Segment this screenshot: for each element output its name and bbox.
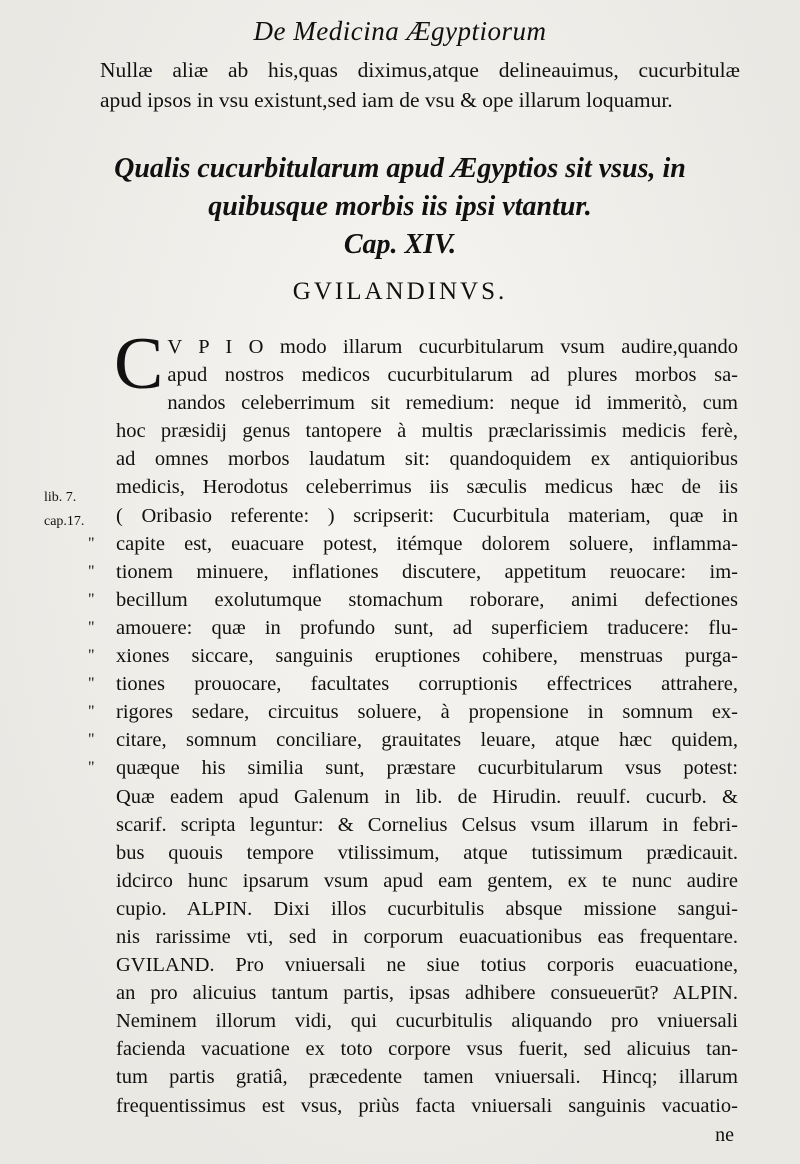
text-line-content: ad omnes morbos laudatum sit: quandoquidem ex antiquioribus (116, 448, 738, 471)
text-line-content: tiones prouocare, facultates corruptionis effectrices attrahere, (116, 673, 738, 696)
text-line-content: capite est, euacuare potest, itémque dolorem soluere, inflamma- (116, 532, 738, 555)
text-line-content: Neminem illorum vidi, qui cucurbitulis aliquando pro vniuersali (116, 1010, 738, 1033)
quotation-mark: " (88, 731, 95, 749)
text-line (88, 754, 738, 782)
drop-cap: C (114, 323, 164, 405)
text-line (116, 811, 738, 839)
margin-note: cap.17. (44, 514, 85, 529)
text-line-content: cupio. ALPIN. Dixi illos cucurbitulis absque missione sangui- (116, 897, 738, 920)
text-line (167, 361, 738, 389)
text-line (116, 502, 738, 530)
text-line-content: citare, somnum conciliare, grauitates leuare, atque hæc quidem, (116, 729, 738, 752)
text-line-content: GVILAND. Pro vniuersali ne siue totius corporis euacuatione, (116, 954, 738, 977)
text-line (88, 642, 738, 670)
quotation-mark: " (88, 590, 95, 608)
text-line-content: facienda vacuatione ex toto corpore vsus fuerit, sed alicuius tan- (116, 1038, 738, 1061)
text-line-content: hoc præsidij genus tantopere à multis præclarissimis medicis ferè, (116, 420, 738, 443)
intro-line: Nullæ aliæ ab his,quas diximus,atque delineauimus, cucurbitulæ (100, 58, 740, 82)
text-line-content: an pro alicuius tantum partis, ipsas adhibere consueuerūt? ALPIN. (116, 982, 738, 1005)
text-line (116, 1007, 738, 1035)
intro-line: apud ipsos in vsu existunt,sed iam de vsu & ope illarum loquamur. (100, 88, 673, 112)
text-line-content: scarif. scripta leguntur: & Cornelius Celsus vsum illarum in febri- (116, 813, 738, 836)
quotation-mark: " (88, 618, 95, 636)
text-line-content: rigores sedare, circuitus soluere, à propensione in somnum ex- (116, 701, 738, 724)
body-text (88, 323, 738, 1120)
text-line (116, 979, 738, 1007)
text-line-content: Quæ eadem apud Galenum in lib. de Hirudin. reuulf. cucurb. & (116, 785, 738, 808)
text-line-content: frequentissimus est vsus, priùs facta vniuersali sanguinis vacuatio- (116, 1094, 738, 1117)
chapter-title (0, 150, 800, 264)
text-line-content: tionem minuere, inflationes discutere, appetitum reuocare: im- (116, 560, 738, 583)
text-line (88, 586, 738, 614)
quotation-mark: " (88, 647, 95, 665)
text-line (116, 473, 738, 501)
text-line (116, 895, 738, 923)
text-line-content: idcirco hunc ipsarum vsum apud eam gentem, ex te nunc audire (116, 869, 738, 892)
text-line (116, 1092, 738, 1120)
text-line (116, 445, 738, 473)
text-line (116, 783, 738, 811)
text-line (116, 1035, 738, 1063)
text-line (88, 530, 738, 558)
text-line (116, 1063, 738, 1091)
catchword: ne (715, 1124, 734, 1146)
text-line-content: tum partis gratiâ, præcedente tamen vniuersali. Hincq; illarum (116, 1066, 738, 1089)
intro-paragraph (100, 55, 740, 115)
text-line-content: nandos celeberrimum sit remedium: neque id immeritò, cum (167, 392, 738, 415)
text-line (88, 698, 738, 726)
chapter-title-line: quibusque morbis iis ipsi vtantur. (208, 191, 592, 222)
text-line (88, 558, 738, 586)
text-line (167, 389, 738, 417)
text-line-content: quæque his similia sunt, præstare cucurbitularum vsus potest: (116, 757, 738, 780)
text-line (167, 333, 738, 361)
text-line-content: bus quouis tempore vtilissimum, atque tutissimum prædicauit. (116, 841, 738, 864)
chapter-title-line: Qualis cucurbitularum apud Ægyptios sit vsus, in (114, 153, 686, 184)
text-line-content: V P I O modo illarum cucurbitularum vsum audire,quando (167, 336, 738, 358)
text-line-content: ( Oribasio referente: ) scripserit: Cucurbitula materiam, quæ in (116, 504, 738, 527)
text-line (116, 923, 738, 951)
quotation-mark: " (88, 675, 95, 693)
quotation-mark: " (88, 562, 95, 580)
text-line (88, 726, 738, 754)
text-line-content: becillum exolutumque stomachum roborare, animi defectiones (116, 588, 738, 611)
text-line (116, 867, 738, 895)
text-line-content: xiones siccare, sanguinis eruptiones cohibere, menstruas purga- (116, 645, 738, 668)
text-line (116, 839, 738, 867)
quotation-mark: " (88, 759, 95, 777)
margin-note: lib. 7. (44, 490, 77, 505)
running-head: De Medicina Ægyptiorum (253, 16, 547, 46)
text-line-content: nis rarissime vti, sed in corporum euacuationibus eas frequentare. (116, 925, 738, 948)
text-line-content: medicis, Herodotus celeberrimus iis sæculis medicus hæc de iis (116, 476, 738, 499)
quotation-mark: " (88, 703, 95, 721)
speaker-heading: GVILANDINVS. (292, 278, 508, 305)
text-line-content: amouere: quæ in profundo sunt, ad superficiem traducere: flu- (116, 616, 738, 639)
chapter-number: Cap. XIV. (343, 229, 457, 260)
quotation-mark: " (88, 534, 95, 552)
text-line (116, 951, 738, 979)
text-line (88, 614, 738, 642)
text-line-content: apud nostros medicos cucurbitularum ad plures morbos sa- (167, 364, 738, 387)
text-line (88, 670, 738, 698)
text-line (116, 417, 738, 445)
